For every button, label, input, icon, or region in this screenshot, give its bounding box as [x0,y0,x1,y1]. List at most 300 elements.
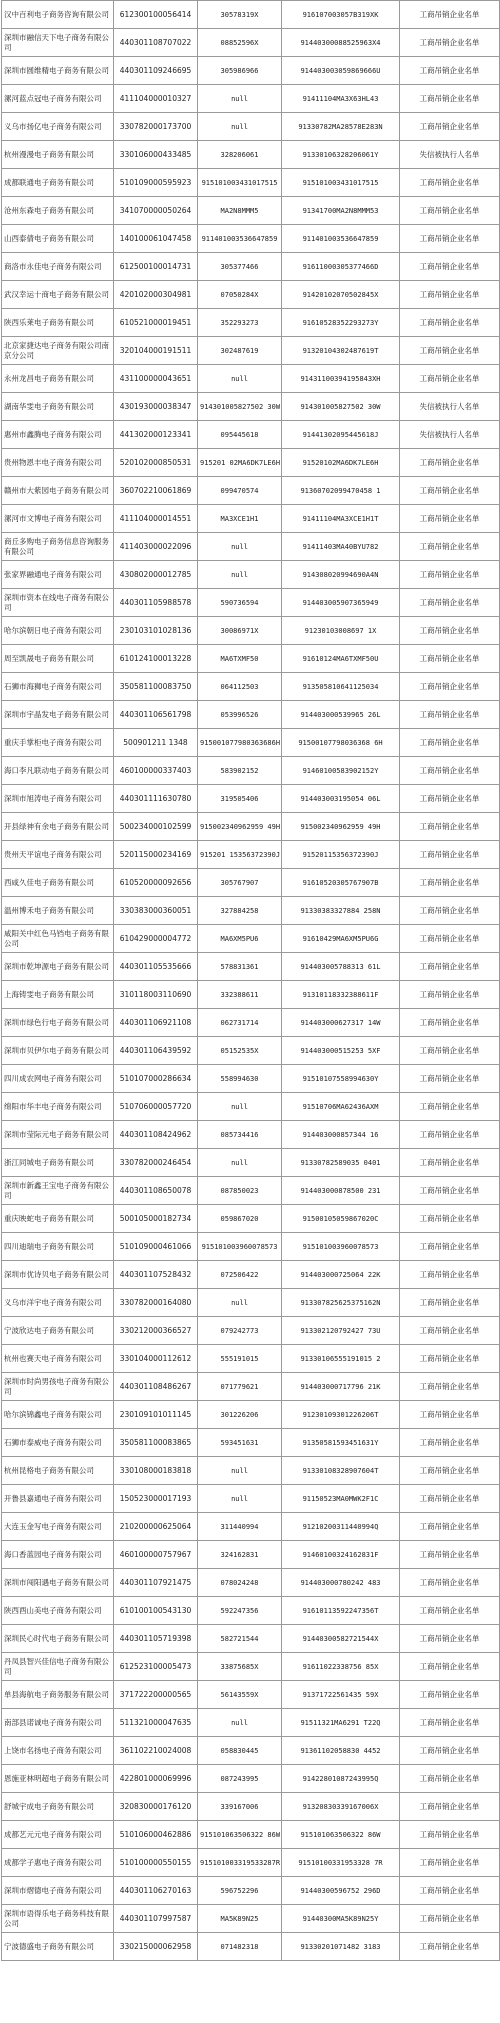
company-name-cell: 重庆手掌柜电子商务有限公司 [2,729,114,757]
list-type-cell: 工商吊销企业名单 [400,589,500,617]
credit-code-cell: 91440300088525963X4 [282,29,400,57]
table-row [2,1149,500,1177]
list-type-cell: 工商吊销企业名单 [400,1849,500,1877]
registration-number-cell: 420102000304981 [114,281,198,309]
org-code-cell: 328206061 [198,141,282,169]
company-name-cell: 石狮市泰威电子商务有限公司 [2,1429,114,1457]
org-code-cell: 099470574 [198,477,282,505]
company-name-cell: 商丘多购电子商务信息咨询服务有限公司 [2,533,114,561]
credit-code-cell: 91520115356372390J [282,841,400,869]
company-name-cell: 杭州漫漫电子商务有限公司 [2,141,114,169]
org-code-cell: 593451631 [198,1429,282,1457]
company-name-cell: 四川迪瑞电子商务有限公司 [2,1233,114,1261]
table-row [2,1821,500,1849]
registration-number-cell: 612500100014731 [114,253,198,281]
company-name-cell: 成都艺元元电子商务有限公司 [2,1821,114,1849]
credit-code-cell: 915101003960078573 [282,1233,400,1261]
registration-number-cell: 610100100543130 [114,1597,198,1625]
table-row [2,729,500,757]
credit-code-cell: 914403000878500 231 [282,1177,400,1205]
registration-number-cell: 430802000012785 [114,561,198,589]
registration-number-cell: 330108000183818 [114,1457,198,1485]
table-row [2,617,500,645]
registration-number-cell: 350581100083750 [114,673,198,701]
org-code-cell: MA6XM5PU6 [198,925,282,953]
registration-number-cell: 440301109246695 [114,57,198,85]
list-type-cell: 工商吊销企业名单 [400,1457,500,1485]
credit-code-cell: 91310118332388611F [282,981,400,1009]
credit-code-cell: 91610528352293273Y [282,309,400,337]
company-name-cell: 上海铸雯电子商务有限公司 [2,981,114,1009]
credit-code-cell: 914308020994690A4N [282,561,400,589]
table-row [2,1485,500,1513]
credit-code-cell: 914403003059869666U [282,57,400,85]
company-name-cell: 北京家捷达电子商务有限公司南京分公司 [2,337,114,365]
table-row [2,141,500,169]
org-code-cell: null [198,365,282,393]
registration-number-cell: 511321000047635 [114,1709,198,1737]
table-row [2,281,500,309]
list-type-cell: 工商吊销企业名单 [400,701,500,729]
list-type-cell: 工商吊销企业名单 [400,645,500,673]
table-row [2,1849,500,1877]
credit-code-cell: 91510100331953328 7R [282,1849,400,1877]
registration-number-cell: 612300100056414 [114,1,198,29]
credit-code-cell: 91511321MA6291 T22Q [282,1709,400,1737]
list-type-cell: 工商吊销企业名单 [400,1065,500,1093]
registration-number-cell: 371722200000565 [114,1681,198,1709]
org-code-cell: 555191015 [198,1345,282,1373]
company-name-cell: 恩施亚林明超电子商务有限公司 [2,1765,114,1793]
list-type-cell: 工商吊销企业名单 [400,1009,500,1037]
company-name-cell: 深圳市乾坤源电子商务有限公司 [2,953,114,981]
company-name-cell: 西咸久佳电子商务有限公司 [2,869,114,897]
list-type-cell: 工商吊销企业名单 [400,1037,500,1065]
credit-code-cell: 914403005907365949 [282,589,400,617]
list-type-cell: 工商吊销企业名单 [400,197,500,225]
list-type-cell: 工商吊销企业名单 [400,57,500,85]
list-type-cell: 工商吊销企业名单 [400,1401,500,1429]
credit-code-cell: 91611022338756 85X [282,1653,400,1681]
registration-number-cell: 440301105988578 [114,589,198,617]
credit-code-cell: 91330108328907604T [282,1457,400,1485]
company-name-cell: 舒城宇成电子商务有限公司 [2,1793,114,1821]
list-type-cell: 工商吊销企业名单 [400,1765,500,1793]
credit-code-cell: 91330782589035 0401 [282,1149,400,1177]
table-row [2,29,500,57]
list-type-cell: 工商吊销企业名单 [400,1569,500,1597]
company-name-cell: 汉中百利电子商务咨询有限公司 [2,1,114,29]
table-row [2,1905,500,1933]
company-name-cell: 深圳市旭涛电子商务有限公司 [2,785,114,813]
registration-number-cell: 610429000004772 [114,925,198,953]
company-name-cell: 重庆映蛇电子商务有限公司 [2,1205,114,1233]
registration-number-cell: 330383000360051 [114,897,198,925]
list-type-cell: 工商吊销企业名单 [400,1261,500,1289]
list-type-cell: 工商吊销企业名单 [400,253,500,281]
credit-code-cell: 914403005788313 61L [282,953,400,981]
table-row [2,477,500,505]
table-row [2,1877,500,1905]
company-name-cell: 单县海航电子商务服务有限公司 [2,1681,114,1709]
registration-number-cell: 440301108486267 [114,1373,198,1401]
table-row [2,813,500,841]
list-type-cell: 工商吊销企业名单 [400,113,500,141]
registration-number-cell: 422801000069996 [114,1765,198,1793]
table-row [2,981,500,1009]
company-name-cell: 山西泰倩电子商务有限公司 [2,225,114,253]
company-name-cell: 宁波欣达电子商务有限公司 [2,1317,114,1345]
registration-number-cell: 440301111630780 [114,785,198,813]
credit-code-cell: 915002340962959 49H [282,813,400,841]
list-type-cell: 工商吊销企业名单 [400,1681,500,1709]
org-code-cell: null [198,1485,282,1513]
list-type-cell: 工商吊销企业名单 [400,1373,500,1401]
org-code-cell: 305986966 [198,57,282,85]
credit-code-cell: 91441302095445618J [282,421,400,449]
org-code-cell: null [198,1093,282,1121]
list-type-cell: 工商吊销企业名单 [400,29,500,57]
registration-number-cell: 440301108650078 [114,1177,198,1205]
list-type-cell: 工商吊销企业名单 [400,1,500,29]
table-row [2,1,500,29]
company-name-cell: 贵州物恩丰电子商务有限公司 [2,449,114,477]
credit-code-cell: 91230109301226206T [282,1401,400,1429]
org-code-cell: 305377466 [198,253,282,281]
org-code-cell: 085734416 [198,1121,282,1149]
registration-number-cell: 330212000366527 [114,1317,198,1345]
company-name-cell: 深圳市熠德电子商务有限公司 [2,1877,114,1905]
company-name-cell: 杭州昆格电子商务有限公司 [2,1457,114,1485]
credit-code-cell: 914403000515253 5XF [282,1037,400,1065]
table-row [2,393,500,421]
credit-code-cell: 91330106328206061Y [282,141,400,169]
org-code-cell: null [198,1709,282,1737]
table-row [2,1261,500,1289]
company-name-cell: 深圳市闯阳遇电子商务有限公司 [2,1569,114,1597]
registration-number-cell: 520115000234169 [114,841,198,869]
org-code-cell: 078024248 [198,1569,282,1597]
registration-number-cell: 610521000019451 [114,309,198,337]
list-type-cell: 工商吊销企业名单 [400,785,500,813]
list-type-cell: 工商吊销企业名单 [400,1653,500,1681]
table-row [2,85,500,113]
company-name-cell: 上饶市名扬电子商务有限公司 [2,1737,114,1765]
credit-code-cell: 91411104MA3XCE1H1T [282,505,400,533]
list-type-cell: 工商吊销企业名单 [400,281,500,309]
org-code-cell: MA3XCE1H1 [198,505,282,533]
company-name-cell: 咸阳关中红色马铛电子商务有限公司 [2,925,114,953]
table-row [2,1373,500,1401]
registration-number-cell: 330782000173700 [114,113,198,141]
table-row [2,505,500,533]
org-code-cell: 301226206 [198,1401,282,1429]
company-name-cell: 深圳民心时代电子商务有限公司 [2,1625,114,1653]
list-type-cell: 工商吊销企业名单 [400,1933,500,1961]
org-code-cell: 911401003536647859 [198,225,282,253]
table-row [2,785,500,813]
registration-number-cell: 330106000433485 [114,141,198,169]
table-row [2,533,500,561]
list-type-cell: 工商吊销企业名单 [400,869,500,897]
company-name-cell: 浙江同城电子商务有限公司 [2,1149,114,1177]
registration-number-cell: 210200000625064 [114,1513,198,1541]
list-type-cell: 工商吊销企业名单 [400,365,500,393]
credit-code-cell: 91510107558994630Y [282,1065,400,1093]
table-row [2,1597,500,1625]
company-name-cell: 成都学子惠电子商务有限公司 [2,1849,114,1877]
company-name-cell: 漯河蓝点冠电子商务有限公司 [2,85,114,113]
table-row [2,1009,500,1037]
list-type-cell: 工商吊销企业名单 [400,1821,500,1849]
credit-code-cell: 91371722561435 59X [282,1681,400,1709]
table-row [2,1037,500,1065]
org-code-cell: 302487619 [198,337,282,365]
registration-number-cell: 361102210024008 [114,1737,198,1765]
registration-number-cell: 330104000112612 [114,1345,198,1373]
list-type-cell: 工商吊销企业名单 [400,1597,500,1625]
company-name-cell: 沧州东森电子商务有限公司 [2,197,114,225]
org-code-cell: null [198,1457,282,1485]
list-type-cell: 工商吊销企业名单 [400,1513,500,1541]
table-row [2,337,500,365]
list-type-cell: 工商吊销企业名单 [400,169,500,197]
company-name-cell: 四川成农网电子商务有限公司 [2,1065,114,1093]
company-name-cell: 义乌市洋宇电子商务有限公司 [2,1289,114,1317]
org-code-cell: MA5K89N25 [198,1905,282,1933]
credit-code-cell: 91361102058830 4452 [282,1737,400,1765]
credit-code-cell: 91440300MA5K89N25Y [282,1905,400,1933]
registration-number-cell: 500234000102599 [114,813,198,841]
company-name-cell: 丹凤县智兴佳信电子商务有限公司 [2,1653,114,1681]
credit-code-cell: 913307825625375162N [282,1289,400,1317]
company-name-cell: 漯河市文博电子商务有限公司 [2,505,114,533]
table-row [2,365,500,393]
company-name-cell: 惠州市鑫腾电子商务有限公司 [2,421,114,449]
registration-number-cell: 440301107921475 [114,1569,198,1597]
company-name-cell: 深圳市贝伊尔电子商务有限公司 [2,1037,114,1065]
credit-code-cell: 91411403MA40BYU782 [282,533,400,561]
registration-number-cell: 510107000286634 [114,1065,198,1093]
table-row [2,1317,500,1345]
company-name-cell: 深圳市语得乐电子商务科技有限公司 [2,1905,114,1933]
org-code-cell: 071779621 [198,1373,282,1401]
company-name-cell: 深圳市融信天下电子商务有限公司 [2,29,114,57]
org-code-cell: 087243995 [198,1765,282,1793]
list-type-cell: 工商吊销企业名单 [400,477,500,505]
org-code-cell: 059867020 [198,1205,282,1233]
table-row [2,1625,500,1653]
credit-code-cell: 91510706MA62436AXM [282,1093,400,1121]
org-code-cell: MA6TXMF50 [198,645,282,673]
list-type-cell: 工商吊销企业名单 [400,1205,500,1233]
org-code-cell: 319505406 [198,785,282,813]
list-type-cell: 工商吊销企业名单 [400,1289,500,1317]
credit-code-cell: 915101003431017515 [282,169,400,197]
table-row [2,1765,500,1793]
list-type-cell: 工商吊销企业名单 [400,953,500,981]
registration-number-cell: 510100000550155 [114,1849,198,1877]
credit-code-cell: 914403000627317 14W [282,1009,400,1037]
company-name-cell: 哈尔滨锦鑫电子商务有限公司 [2,1401,114,1429]
list-type-cell: 失信被执行人名单 [400,421,500,449]
credit-code-cell: 91330106555191015 2 [282,1345,400,1373]
credit-code-cell: 91611000305377466D [282,253,400,281]
table-row [2,561,500,589]
list-type-cell: 工商吊销企业名单 [400,617,500,645]
credit-code-cell: 914403000857344 16 [282,1121,400,1149]
company-name-cell: 周至凯晟电子商务有限公司 [2,645,114,673]
table-row [2,1653,500,1681]
table-row [2,645,500,673]
list-type-cell: 工商吊销企业名单 [400,1625,500,1653]
list-type-cell: 失信被执行人名单 [400,141,500,169]
registration-number-cell: 440301105535666 [114,953,198,981]
company-name-cell: 陕西酉山美电子商务有限公司 [2,1597,114,1625]
list-type-cell: 工商吊销企业名单 [400,337,500,365]
table-row [2,589,500,617]
table-row [2,953,500,981]
org-code-cell: 590736594 [198,589,282,617]
list-type-cell: 工商吊销企业名单 [400,309,500,337]
credit-code-cell: 91360702099470458 1 [282,477,400,505]
table-row [2,1429,500,1457]
table-row [2,57,500,85]
list-type-cell: 工商吊销企业名单 [400,925,500,953]
list-type-cell: 失信被执行人名单 [400,393,500,421]
credit-code-cell: 914403000539965 26L [282,701,400,729]
registration-number-cell: 440301107528432 [114,1261,198,1289]
org-code-cell: 33875685X [198,1653,282,1681]
credit-code-cell: 913505810641125034 [282,673,400,701]
org-code-cell: 582721544 [198,1625,282,1653]
registration-number-cell: 230103101028136 [114,617,198,645]
company-name-cell: 深圳市圆维精电子商务有限公司 [2,57,114,85]
credit-code-cell: 91431100394195843XH [282,365,400,393]
org-code-cell: 30578319X [198,1,282,29]
list-type-cell: 工商吊销企业名单 [400,729,500,757]
credit-code-cell: 91330782MA28578E283N [282,113,400,141]
company-name-cell: 深圳市优诗贝电子商务有限公司 [2,1261,114,1289]
company-name-cell: 温州博禾电子商务有限公司 [2,897,114,925]
table-row [2,869,500,897]
table-row [2,1065,500,1093]
list-type-cell: 工商吊销企业名单 [400,981,500,1009]
registration-number-cell: 310118003110690 [114,981,198,1009]
company-name-cell: 石狮市海狮电子商务有限公司 [2,673,114,701]
table-row [2,1569,500,1597]
list-type-cell: 工商吊销企业名单 [400,1177,500,1205]
company-name-cell: 深圳市新鑫王宝电子商务有限公司 [2,1177,114,1205]
list-type-cell: 工商吊销企业名单 [400,1149,500,1177]
company-name-cell: 深圳市莹际元电子商务有限公司 [2,1121,114,1149]
company-name-cell: 深圳市资本在线电子商务有限公司 [2,589,114,617]
list-type-cell: 工商吊销企业名单 [400,561,500,589]
table-row [2,421,500,449]
org-code-cell: 915101003431017515 [198,169,282,197]
credit-code-cell: 914403000717796 21K [282,1373,400,1401]
company-name-cell: 陕西乐莱电子商务有限公司 [2,309,114,337]
org-code-cell: 915002340962959 49H [198,813,282,841]
credit-code-cell: 913302120792427 73U [282,1317,400,1345]
org-code-cell: 56143559X [198,1681,282,1709]
table-row [2,1681,500,1709]
company-name-cell: 开鲁县嘉通电子商务有限公司 [2,1485,114,1513]
registration-number-cell: 431100000043651 [114,365,198,393]
credit-code-cell: 91320104302487619T [282,337,400,365]
table-row [2,1121,500,1149]
list-type-cell: 工商吊销企业名单 [400,1485,500,1513]
org-code-cell: 058830445 [198,1737,282,1765]
table-row [2,309,500,337]
org-code-cell: null [198,1149,282,1177]
company-name-cell: 张家界融通电子商务有限公司 [2,561,114,589]
list-type-cell: 工商吊销企业名单 [400,1709,500,1737]
registration-number-cell: 440301106921108 [114,1009,198,1037]
table-row [2,197,500,225]
org-code-cell: 079242773 [198,1317,282,1345]
list-type-cell: 工商吊销企业名单 [400,449,500,477]
registration-number-cell: 440301106439592 [114,1037,198,1065]
list-type-cell: 工商吊销企业名单 [400,1737,500,1765]
list-type-cell: 工商吊销企业名单 [400,757,500,785]
org-code-cell: 596752296 [198,1877,282,1905]
org-code-cell: 071482318 [198,1933,282,1961]
list-type-cell: 工商吊销企业名单 [400,505,500,533]
table-row [2,253,500,281]
list-type-cell: 工商吊销企业名单 [400,85,500,113]
registration-number-cell: 360702210061869 [114,477,198,505]
list-type-cell: 工商吊销企业名单 [400,1121,500,1149]
org-code-cell: 072506422 [198,1261,282,1289]
registration-number-cell: 510109000595923 [114,169,198,197]
table-row [2,1793,500,1821]
credit-code-cell: 915101063506322 86W [282,1821,400,1849]
company-name-cell: 义乌市扬亿电子商务有限公司 [2,113,114,141]
company-name-cell: 湖南华雯电子商务有限公司 [2,393,114,421]
registration-number-cell: 411403000022096 [114,533,198,561]
org-code-cell: 064112503 [198,673,282,701]
credit-code-cell: 91422801087243995Q [282,1765,400,1793]
org-code-cell: null [198,533,282,561]
credit-code-cell: 91440300596752 296D [282,1877,400,1905]
registration-number-cell: 350581100083865 [114,1429,198,1457]
org-code-cell: 578831361 [198,953,282,981]
table-row [2,1457,500,1485]
registration-number-cell: 440301107997587 [114,1905,198,1933]
company-name-cell: 赣州市大紫园电子商务有限公司 [2,477,114,505]
org-code-cell: 915101003319533287R [198,1849,282,1877]
list-type-cell: 工商吊销企业名单 [400,841,500,869]
list-type-cell: 工商吊销企业名单 [400,1429,500,1457]
registration-number-cell: 500105000182734 [114,1205,198,1233]
credit-code-cell: 91230103008697 1X [282,617,400,645]
company-name-cell: 商洛市永佳电子商务有限公司 [2,253,114,281]
org-code-cell: null [198,1289,282,1317]
org-code-cell: 914301005827502 30W [198,393,282,421]
company-name-cell: 绵阳市华丰电子商务有限公司 [2,1093,114,1121]
registration-number-cell: 440301106270163 [114,1877,198,1905]
list-type-cell: 工商吊销企业名单 [400,1345,500,1373]
credit-code-cell: 91610113592247356T [282,1597,400,1625]
org-code-cell: 915101003960078573 [198,1233,282,1261]
list-type-cell: 工商吊销企业名单 [400,1905,500,1933]
credit-code-cell: 91610429MA6XM5PU6G [282,925,400,953]
org-code-cell: 30086971X [198,617,282,645]
credit-code-cell: 91520102MA6DK7LE6H [282,449,400,477]
registration-number-cell: 610520000092656 [114,869,198,897]
org-code-cell: 311440994 [198,1513,282,1541]
